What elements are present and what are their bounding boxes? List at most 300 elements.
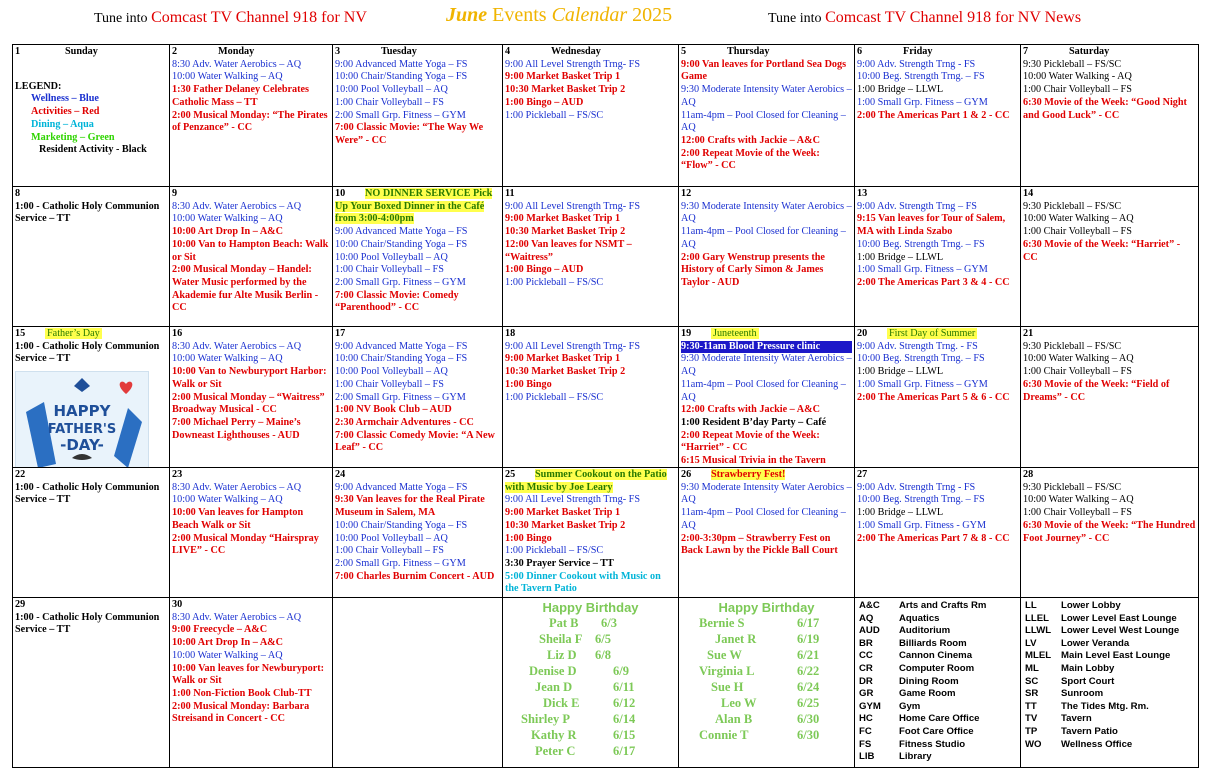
- day-header: [15, 328, 167, 341]
- birthday-date: 6/11: [613, 679, 635, 694]
- event-item: 10:30 Market Basket Trip 2: [505, 226, 626, 238]
- event-item: 9:00 Adv. Strength Trng - FS: [857, 481, 976, 493]
- event-item: 2:00 The Americas Part 7 & 8 - CC: [857, 532, 1010, 544]
- day-cell-13: [855, 187, 1021, 327]
- event-item: 1:30 Father Delaney Celebrates Catholic Mass – TT: [172, 84, 310, 108]
- event-item: 10:00 Beg. Strength Trng. – FS: [857, 71, 985, 83]
- abbreviation-code: LLEL: [1025, 612, 1049, 624]
- event-item: 7:00 Classic Movie: “The Way We Were” - CC: [335, 122, 484, 146]
- event-item: 2:00 Small Grp. Fitness – GYM: [335, 391, 466, 403]
- event-item: 10:00 Van leaves for Newburyport: Walk or Sit: [172, 662, 325, 687]
- calendar-header: [0, 0, 1208, 38]
- event-item: 9:00 Market Basket Trip 1: [505, 71, 621, 83]
- birthday-name: Pat B: [549, 615, 579, 630]
- week-row: [13, 45, 1199, 187]
- day-cell: [503, 598, 679, 768]
- abbreviation-meaning: Sunroom: [1061, 688, 1104, 700]
- event-item: 10:00 Chair/Standing Yoga – FS: [335, 71, 468, 83]
- event-item: 8:30 Adv. Water Aerobics – AQ: [172, 58, 302, 70]
- day-highlight: Summer Cookout on the Patio with Music by Joe Leary: [505, 469, 667, 493]
- event-item: 12:00 Crafts with Jackie – A&C: [681, 134, 820, 146]
- event-item: 10:00 Pool Volleyball – AQ: [335, 366, 448, 378]
- day-number: 21: [1023, 328, 1034, 339]
- birthday-entry: [505, 679, 676, 695]
- day-header: [505, 46, 676, 59]
- day-cell-10: [333, 187, 503, 327]
- birthday-entry: [505, 711, 676, 727]
- event-item: 8:30 Adv. Water Aerobics – AQ: [172, 340, 302, 352]
- birthday-name: Liz D: [547, 647, 577, 662]
- day-number: 22: [15, 469, 26, 480]
- birthday-date: 6/12: [613, 695, 636, 710]
- day-header: [1023, 188, 1196, 201]
- day-cell-27: [855, 468, 1021, 598]
- abbreviation-meaning: Gym: [899, 700, 921, 712]
- abbreviation-entry: [1023, 676, 1196, 689]
- event-item: 10:00 Chair/Standing Yoga – FS: [335, 353, 468, 365]
- day-number: 2: [172, 46, 178, 57]
- event-item: 9:00 Market Basket Trip 1: [505, 213, 621, 225]
- event-item: 1:00 Small Grp. Fitness – GYM: [857, 264, 988, 276]
- birthday-entry: [505, 727, 676, 743]
- birthday-name: Dick E: [543, 695, 580, 710]
- day-header: [1023, 46, 1196, 59]
- weekday-name: Monday: [218, 46, 255, 57]
- day-header: [681, 188, 852, 201]
- day-cell-17: [333, 327, 503, 468]
- abbreviation-meaning: Dining Room: [899, 675, 959, 687]
- day-highlight: Strawberry Fest!: [711, 469, 786, 480]
- day-cell-11: [503, 187, 679, 327]
- birthday-entry: [505, 663, 676, 679]
- day-cell-19: [679, 327, 855, 468]
- event-item: 1:00 Bridge – LLWL: [857, 507, 944, 519]
- abbreviation-code: GYM: [859, 700, 881, 712]
- birthday-entry: [505, 615, 676, 631]
- event-item: 9:00 Advanced Matte Yoga – FS: [335, 58, 468, 70]
- title-events: Events: [487, 4, 552, 26]
- day-cell-3: [333, 45, 503, 187]
- title-calendar: Calendar: [551, 4, 628, 26]
- event-item: 6:30 Movie of the Week: “The Hundred Foot Journey” - CC: [1023, 519, 1196, 544]
- abbreviation-entry: [857, 726, 1018, 739]
- event-item: 9:30 Van leaves for the Real Pirate Museum in Salem, MA: [335, 494, 485, 519]
- day-number: 19: [681, 328, 692, 339]
- birthday-date: 6/21: [797, 647, 820, 662]
- event-item: 11am-4pm – Pool Closed for Cleaning – AQ: [681, 378, 846, 403]
- abbreviation-meaning: Lower Level West Lounge: [1061, 625, 1180, 637]
- event-item: 1:00 Bingo: [505, 532, 552, 544]
- abbreviation-meaning: Fitness Studio: [899, 738, 966, 750]
- event-item: 1:00 Resident B’day Party – Café: [681, 416, 827, 428]
- day-header: [505, 328, 676, 341]
- event-item: 1:00 - Catholic Holy Communion Service – TT: [15, 481, 160, 506]
- birthday-name: Leo W: [721, 695, 757, 710]
- birthday-entry: [505, 631, 676, 647]
- abbreviation-entry: [857, 625, 1018, 638]
- abbreviation-meaning: Lower Level East Lounge: [1061, 612, 1177, 624]
- event-item: 9:00 Adv. Strength Trng. - FS: [857, 340, 978, 352]
- fd-line1: HAPPY: [53, 402, 111, 420]
- day-header: [172, 188, 330, 201]
- day-number: 17: [335, 328, 346, 339]
- abbreviation-code: TT: [1025, 700, 1037, 712]
- event-item: 10:00 Water Walking – AQ: [1023, 213, 1134, 225]
- abbreviation-code: AUD: [859, 625, 880, 637]
- day-cell-23: [170, 468, 333, 598]
- legend-marketing: Marketing – Green: [31, 131, 115, 143]
- abbreviation-code: HC: [859, 713, 873, 725]
- event-item: 6:30 Movie of the Week: “Good Night and Good Luck” - CC: [1023, 96, 1187, 121]
- birthday-name: Janet R: [715, 631, 757, 646]
- day-header: [172, 469, 330, 482]
- day-header: [681, 46, 852, 59]
- abbreviation-meaning: Lower Lobby: [1061, 600, 1121, 611]
- day-number: 9: [172, 188, 178, 199]
- event-item: 1:00 Small Grp. Fitness – GYM: [857, 378, 988, 390]
- abbreviation-entry: [857, 638, 1018, 651]
- day-header: [1023, 328, 1196, 341]
- event-item: 2:00-3:30pm – Strawberry Fest on Back Lawn by the Pickle Ball Court: [681, 532, 838, 557]
- day-header: [857, 328, 1018, 341]
- birthday-name: Alan B: [715, 711, 753, 726]
- day-number: 24: [335, 469, 346, 480]
- abbreviation-code: CR: [859, 662, 873, 674]
- weekday-name: Tuesday: [381, 46, 417, 57]
- right-tagline: [768, 9, 1081, 27]
- event-item: 6:15 Musical Trivia in the Tavern: [681, 455, 826, 467]
- event-item: 9:00 Adv. Strength Trng – FS: [857, 200, 977, 212]
- abbreviation-code: LLWL: [1025, 625, 1052, 637]
- day-number: 29: [15, 599, 26, 610]
- event-item: 1:00 NV Book Club – AUD: [335, 404, 452, 416]
- title-year: 2025: [627, 4, 673, 26]
- abbreviation-code: DR: [859, 675, 873, 687]
- birthday-title: Happy Birthday: [542, 600, 639, 615]
- event-item: 1:00 Pickleball – FS/SC: [505, 109, 604, 121]
- event-item: 2:00 Repeat Movie of the Week: “Harriet” - CC: [681, 429, 820, 454]
- abbreviation-entry: [1023, 688, 1196, 701]
- abbreviation-meaning: Tavern Patio: [1061, 725, 1118, 737]
- birthday-name: Bernie S: [699, 615, 745, 630]
- event-item: 10:30 Market Basket Trip 2: [505, 84, 626, 96]
- day-header: [15, 188, 167, 201]
- legend-dining: Dining – Aqua: [31, 118, 94, 130]
- abbreviation-code: SC: [1025, 675, 1039, 687]
- event-item: 10:00 Beg. Strength Trng. – FS: [857, 494, 985, 506]
- event-item: 1:00 Pickleball – FS/SC: [505, 545, 604, 557]
- birthday-list: [505, 602, 676, 759]
- day-header: [505, 469, 676, 494]
- calendar-grid: [12, 44, 1199, 768]
- event-item: 1:00 - Catholic Holy Communion Service – TT: [15, 200, 160, 225]
- birthday-name: Sue H: [711, 679, 744, 694]
- day-header: [15, 469, 167, 482]
- day-cell-12: [679, 187, 855, 327]
- abbreviation-meaning: Auditorium: [899, 625, 951, 637]
- event-item: 1:00 Chair Volleyball – FS: [1023, 366, 1132, 378]
- event-item: 9:00 All Level Strength Trng- FS: [505, 58, 640, 70]
- event-item: 3:30 Prayer Service – TT: [505, 557, 614, 569]
- day-header: [335, 469, 500, 482]
- day-cell-4: [503, 45, 679, 187]
- abbreviation-code: ML: [1025, 662, 1039, 674]
- event-item: 10:30 Market Basket Trip 2: [505, 366, 626, 378]
- event-item: 1:00 Bridge – LLWL: [857, 251, 944, 263]
- birthday-name: Shirley P: [521, 711, 570, 726]
- event-item: 1:00 Chair Volleyball – FS: [335, 264, 444, 276]
- fd-line2: FATHER'S: [47, 422, 117, 437]
- event-item: 10:00 Van to Newburyport Harbor: Walk or Sit: [172, 366, 327, 390]
- birthday-name: Sue W: [707, 647, 742, 662]
- event-item: 2:00 Small Grp. Fitness – GYM: [335, 557, 466, 569]
- event-item: 10:00 Water Walking – AQ: [1023, 353, 1134, 365]
- event-item: 1:00 Small Grp. Fitness – GYM: [857, 96, 988, 108]
- event-item: 10:00 Water Walking – AQ: [172, 353, 283, 365]
- day-cell-22: [13, 468, 170, 598]
- event-item: 8:30 Adv. Water Aerobics – AQ: [172, 481, 302, 493]
- abbreviation-meaning: Home Care Office: [899, 713, 980, 725]
- birthday-date: 6/30: [797, 711, 820, 726]
- event-item: 7:00 Michael Perry – Maine’s Downeast Lighthouses - AUD: [172, 416, 301, 441]
- birthday-entry: [681, 615, 852, 631]
- day-cell-6: [855, 45, 1021, 187]
- event-item: 1:00 Bridge – LLWL: [857, 84, 944, 96]
- abbreviation-meaning: Lower Veranda: [1061, 637, 1130, 649]
- event-item: 2:00 Gary Wenstrup presents the History of Carly Simon & James Taylor - AUD: [681, 251, 825, 288]
- event-item: 2:00 Small Grp. Fitness – GYM: [335, 276, 466, 288]
- day-header: [681, 328, 852, 341]
- event-item: 9:30 Moderate Intensity Water Aerobics – AQ: [681, 353, 852, 378]
- event-item: 10:30 Market Basket Trip 2: [505, 519, 626, 531]
- day-header: [335, 328, 500, 341]
- legend-activities: Activities – Red: [31, 106, 100, 118]
- day-number: 28: [1023, 469, 1034, 480]
- day-number: 13: [857, 188, 868, 199]
- birthday-entry: [681, 695, 852, 711]
- day-number: 11: [505, 188, 515, 199]
- event-item: 10:00 Water Walking – AQ: [172, 494, 283, 506]
- event-item: 11am-4pm – Pool Closed for Cleaning – AQ: [681, 507, 846, 531]
- birthday-title: Happy Birthday: [718, 600, 815, 615]
- birthday-date: 6/3: [601, 615, 617, 630]
- abbreviation-code: AQ: [859, 612, 874, 624]
- day-number: 26: [681, 469, 692, 480]
- abbreviation-entry: [857, 663, 1018, 676]
- day-header: [15, 46, 167, 59]
- event-item: 9:00 Freecycle – A&C: [172, 624, 268, 636]
- event-item: 1:00 Chair Volleyball – FS: [1023, 507, 1132, 519]
- event-item: 8:30 Adv. Water Aerobics – AQ: [172, 200, 302, 212]
- day-number: 3: [335, 46, 341, 57]
- event-item: 2:00 The Americas Part 5 & 6 - CC: [857, 391, 1010, 403]
- abbreviation-entry: [1023, 739, 1196, 752]
- event-item: 9:00 Advanced Matte Yoga – FS: [335, 481, 468, 493]
- abbreviation-entry: [1023, 650, 1196, 663]
- day-number: 27: [857, 469, 868, 480]
- day-header: [335, 188, 500, 226]
- day-cell: [679, 598, 855, 768]
- event-item: 6:30 Movie of the Week: “Harriet” - CC: [1023, 238, 1181, 263]
- day-number: 30: [172, 599, 183, 610]
- abbreviation-code: FC: [859, 725, 872, 737]
- day-cell-1: [13, 45, 170, 187]
- event-item: 1:00 - Catholic Holy Communion Service – TT: [15, 340, 160, 365]
- day-highlight: Father’s Day: [47, 328, 100, 339]
- event-item: 1:00 Chair Volleyball – FS: [1023, 84, 1132, 96]
- event-item: 9:30 Moderate Intensity Water Aerobics – AQ: [681, 481, 852, 506]
- event-item: 10:00 Water Walking – AQ: [172, 649, 283, 661]
- birthday-date: 6/22: [797, 663, 820, 678]
- day-cell-20: [855, 327, 1021, 468]
- abbreviation-entry: [1023, 663, 1196, 676]
- abbreviation-entry: [857, 613, 1018, 626]
- calendar-title: [446, 4, 672, 27]
- day-number: 14: [1023, 188, 1034, 199]
- legend-resident: Resident Activity - Black: [39, 144, 147, 156]
- day-header: [857, 46, 1018, 59]
- day-cell-25: [503, 468, 679, 598]
- event-item: 9:30 Pickleball – FS/SC: [1023, 58, 1122, 70]
- birthday-date: 6/14: [613, 711, 636, 726]
- fathers-day-image: [15, 371, 149, 468]
- abbreviation-entry: [1023, 625, 1196, 638]
- abbreviation-code: CC: [859, 650, 873, 662]
- day-highlight: NO DINNER SERVICE Pick Up Your Boxed Dinner in the Café from 3:00-4:00pm: [335, 188, 493, 225]
- day-cell: [855, 598, 1021, 768]
- birthday-entry: [681, 647, 852, 663]
- event-item: 1:00 Bingo – AUD: [505, 264, 584, 276]
- abbreviation-entry: [1023, 726, 1196, 739]
- event-item: 10:00 Pool Volleyball – AQ: [335, 532, 448, 544]
- day-header: [15, 599, 167, 612]
- day-number: 20: [857, 328, 868, 339]
- day-header: [172, 328, 330, 341]
- abbreviation-meaning: Aquatics: [899, 612, 940, 624]
- birthday-name: Connie T: [699, 727, 749, 742]
- event-item: 10:00 Water Walking – AQ: [172, 213, 283, 225]
- birthday-date: 6/15: [613, 727, 636, 742]
- event-item: 10:00 Chair/Standing Yoga – FS: [335, 519, 468, 531]
- weekday-name: Wednesday: [551, 46, 601, 57]
- birthday-entry: [681, 711, 852, 727]
- abbreviation-code: BR: [859, 637, 873, 649]
- event-item: 9:00 All Level Strength Trng- FS: [505, 340, 640, 352]
- birthday-entry: [681, 679, 852, 695]
- event-item: 1:00 Pickleball – FS/SC: [505, 391, 604, 403]
- event-item: 7:00 Classic Movie: Comedy “Parenthood” - CC: [335, 289, 459, 314]
- left-tagline: [94, 9, 367, 27]
- channel-news-text: Comcast TV Channel 918 for NV News: [825, 9, 1082, 26]
- day-number: 12: [681, 188, 692, 199]
- birthday-entry: [505, 647, 676, 663]
- abbreviation-entry: [857, 600, 1018, 613]
- birthday-date: 6/19: [797, 631, 820, 646]
- fd-line3: -DAY-: [60, 436, 104, 454]
- day-number: 7: [1023, 46, 1029, 57]
- event-item: 10:00 Chair/Standing Yoga – FS: [335, 238, 468, 250]
- event-item: 10:00 Van leaves for Hampton Beach Walk or Sit: [172, 507, 304, 531]
- day-highlight: Juneteenth: [713, 328, 757, 339]
- event-item: 10:00 Water Walking – AQ: [172, 71, 283, 83]
- abbreviation-entry: [1023, 638, 1196, 651]
- event-item: 1:00 Small Grp. Fitness - GYM: [857, 519, 987, 531]
- event-item: 9:00 Market Basket Trip 1: [505, 507, 621, 519]
- birthday-name: Jean D: [535, 679, 573, 694]
- event-item: 9:00 Van leaves for Portland Sea Dogs Game: [681, 58, 847, 83]
- day-number: 16: [172, 328, 183, 339]
- day-cell-16: [170, 327, 333, 468]
- event-item: 2:00 Musical Monday “Hairspray LIVE” - CC: [172, 532, 319, 557]
- abbreviation-meaning: Billiards Room: [899, 637, 967, 649]
- birthday-date: 6/17: [613, 743, 636, 758]
- abbreviation-entry: [857, 751, 1018, 764]
- day-header: [172, 599, 330, 612]
- abbreviation-meaning: Main Lobby: [1061, 662, 1115, 674]
- birthday-entry: [505, 743, 676, 759]
- birthday-date: 6/24: [797, 679, 820, 694]
- month-name: June: [446, 4, 488, 26]
- event-item: 1:00 Chair Volleyball – FS: [1023, 226, 1132, 238]
- day-number: 4: [505, 46, 511, 57]
- event-item: 9:30 Moderate Intensity Water Aerobics – AQ: [681, 200, 852, 225]
- birthday-name: Peter C: [535, 743, 576, 758]
- event-item: 11am-4pm – Pool Closed for Cleaning – AQ: [681, 226, 846, 250]
- day-cell-29: [13, 598, 170, 768]
- event-item: 1:00 Chair Volleyball – FS: [335, 96, 444, 108]
- event-item: 1:00 Bingo: [505, 378, 552, 390]
- day-cell-15: [13, 327, 170, 468]
- abbreviation-code: MLEL: [1025, 650, 1052, 662]
- event-item: 1:00 Bingo – AUD: [505, 96, 584, 108]
- event-item: 10:00 Art Drop In – A&C: [172, 637, 284, 649]
- day-cell-28: [1021, 468, 1199, 598]
- day-cell-24: [333, 468, 503, 598]
- abbreviation-code: WO: [1025, 738, 1042, 750]
- abbreviation-code: TV: [1025, 713, 1038, 725]
- week-row: [13, 187, 1199, 327]
- birthday-entry: [681, 663, 852, 679]
- birthday-name: Kathy R: [531, 727, 577, 742]
- abbreviation-code: GR: [859, 688, 874, 700]
- week-row: [13, 468, 1199, 598]
- event-item: 2:00 Musical Monday – Handel: Water Music performed by the Akademie fur Alte Musik Berlin - CC: [172, 264, 319, 314]
- abbreviation-entry: [1023, 701, 1196, 714]
- abbreviation-meaning: Computer Room: [899, 662, 975, 674]
- event-item: 9:00 Adv. Strength Trng - FS: [857, 58, 976, 70]
- event-item: 5:00 Dinner Cookout with Music on the Tavern Patio: [505, 570, 661, 595]
- day-number: 10: [335, 188, 346, 199]
- event-item: 9:15 Van leaves for Tour of Salem, MA with Linda Szabo: [857, 213, 1006, 238]
- event-item: 8:30 Adv. Water Aerobics – AQ: [172, 611, 302, 623]
- event-item: 9:30 Pickleball – FS/SC: [1023, 481, 1122, 493]
- event-item: 9:30 Moderate Intensity Water Aerobics – AQ: [681, 84, 852, 108]
- abbreviation-meaning: Arts and Crafts Rm: [899, 600, 987, 611]
- event-item: 10:00 Water Walking – AQ: [1023, 494, 1134, 506]
- event-item: 6:30 Movie of the Week: “Field of Dreams” - CC: [1023, 378, 1170, 403]
- abbreviation-meaning: Sport Court: [1061, 675, 1115, 687]
- event-item: 1:00 Bridge – LLWL: [857, 366, 944, 378]
- event-item: 9:30 Pickleball – FS/SC: [1023, 340, 1122, 352]
- legend-wellness: Wellness – Blue: [31, 93, 99, 105]
- blood-pressure-clinic: 9:30-11am Blood Pressure clinic: [681, 341, 852, 354]
- birthday-date: 6/17: [797, 615, 820, 630]
- day-header: [505, 188, 676, 201]
- day-number: 18: [505, 328, 516, 339]
- week-row: [13, 327, 1199, 468]
- event-item: 1:00 Pickleball – FS/SC: [505, 276, 604, 288]
- abbreviation-code: A&C: [859, 600, 880, 611]
